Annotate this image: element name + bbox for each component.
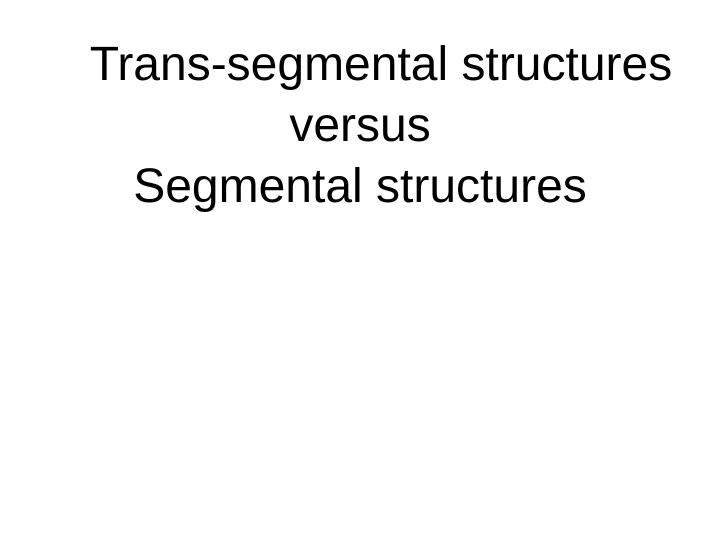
slide-title [0,34,720,217]
title-line-3: Segmental structures [133,160,587,213]
title-line-1: Trans-segmental structures [89,38,673,91]
title-line-2: versus [289,99,431,152]
